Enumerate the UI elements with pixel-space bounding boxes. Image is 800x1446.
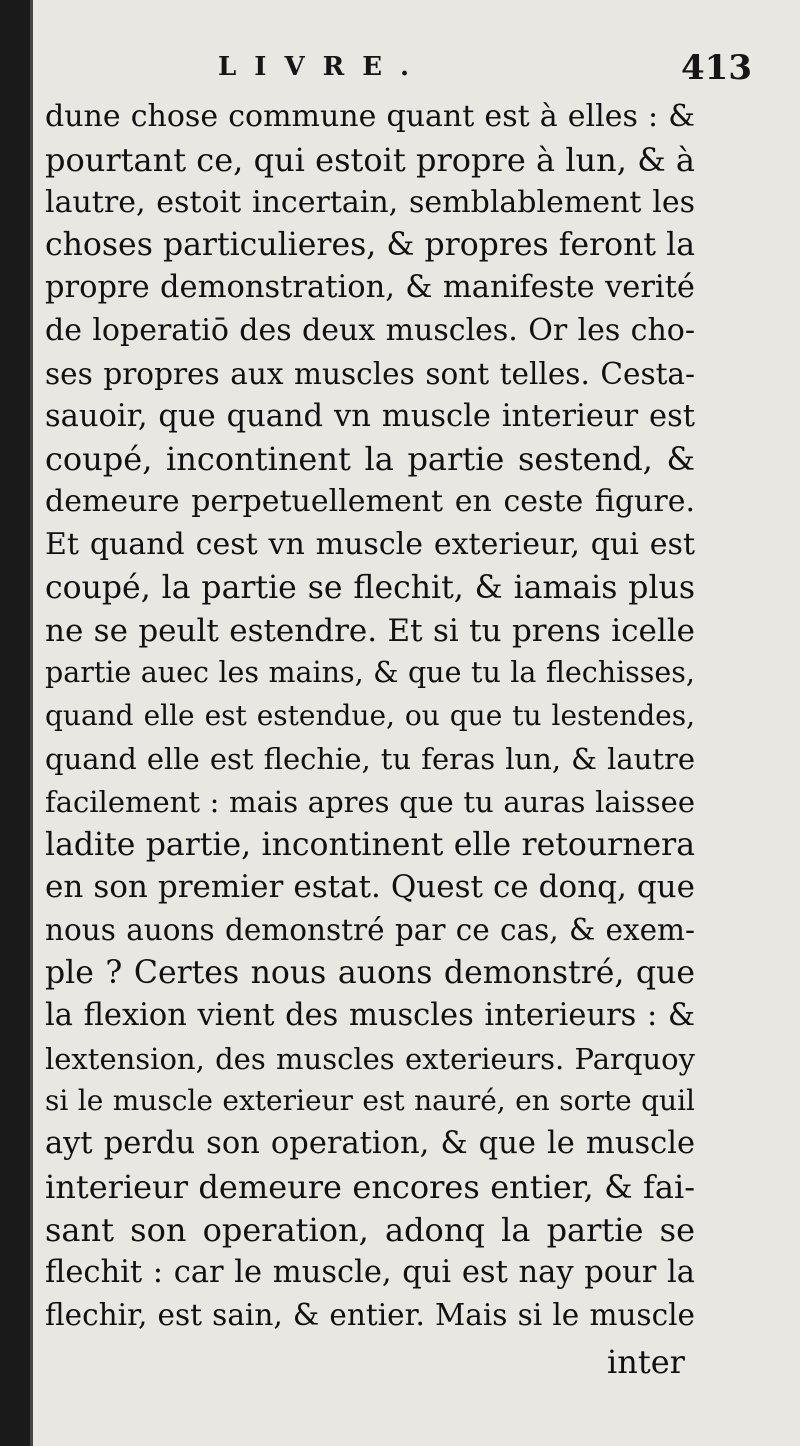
text-line: lautre, estoit incertain, semblablement les	[45, 184, 695, 220]
text-line: dune chose commune quant est à elles : &	[45, 99, 695, 134]
book-page	[30, 0, 800, 1446]
text-line: choses particulieres, & propres feront la	[45, 227, 695, 264]
text-line: facilement : mais apres que tu auras laissee	[45, 784, 695, 819]
page-header	[33, 48, 800, 92]
text-line: interieur demeure encores entier, & fai-	[45, 1167, 695, 1206]
text-line: flechit : car le muscle, qui est nay pour la	[45, 1254, 695, 1290]
text-line: ple ? Certes nous auons demonstré, que	[45, 954, 695, 991]
text-line: quand elle est flechie, tu feras lun, & lautre	[45, 741, 695, 776]
text-line: si le muscle exterieur est nauré, en sorte quil	[45, 1084, 695, 1118]
text-line: Et quand cest vn muscle exterieur, qui est	[45, 526, 695, 562]
catchword: inter	[607, 1343, 685, 1381]
text-line: ses propres aux muscles sont telles. Cesta-	[45, 356, 695, 391]
text-line: de loperatiō des deux muscles. Or les cho-	[45, 312, 695, 348]
text-line: coupé, la partie se flechit, & iamais plus	[45, 569, 695, 606]
text-line: sant son operation, adonq la partie se	[45, 1210, 695, 1249]
text-line: pourtant ce, qui estoit propre à lun, & à	[45, 140, 695, 179]
text-line: en son premier estat. Quest ce donq, que	[45, 869, 695, 906]
text-line: flechir, est sain, & entier. Mais si le muscle	[45, 1298, 695, 1333]
text-line: ne se peult estendre. Et si tu prens icelle	[45, 612, 695, 649]
body-text	[45, 96, 695, 1337]
text-line: partie auec les mains, & que tu la flechisses,	[45, 656, 695, 690]
page-number: 413	[681, 48, 752, 88]
text-line: nous auons demonstré par ce cas, & exem-	[45, 913, 695, 948]
text-line: lextension, des muscles exterieurs. Parquoy	[45, 1041, 695, 1076]
text-line: demeure perpetuellement en ceste figure.	[45, 484, 695, 520]
text-line: ladite partie, incontinent elle retournera	[45, 826, 695, 863]
running-head: LIVRE.	[218, 52, 428, 82]
text-line: coupé, incontinent la partie sestend, &	[45, 440, 695, 479]
text-line: sauoir, que quand vn muscle interieur est	[45, 398, 695, 434]
text-line: propre demonstration, & manifeste verité	[45, 270, 695, 306]
text-line: la flexion vient des muscles interieurs : &	[45, 997, 695, 1033]
text-line: ayt perdu son operation, & que le muscle	[45, 1126, 695, 1162]
text-line: quand elle est estendue, ou que tu lestendes,	[45, 699, 695, 733]
